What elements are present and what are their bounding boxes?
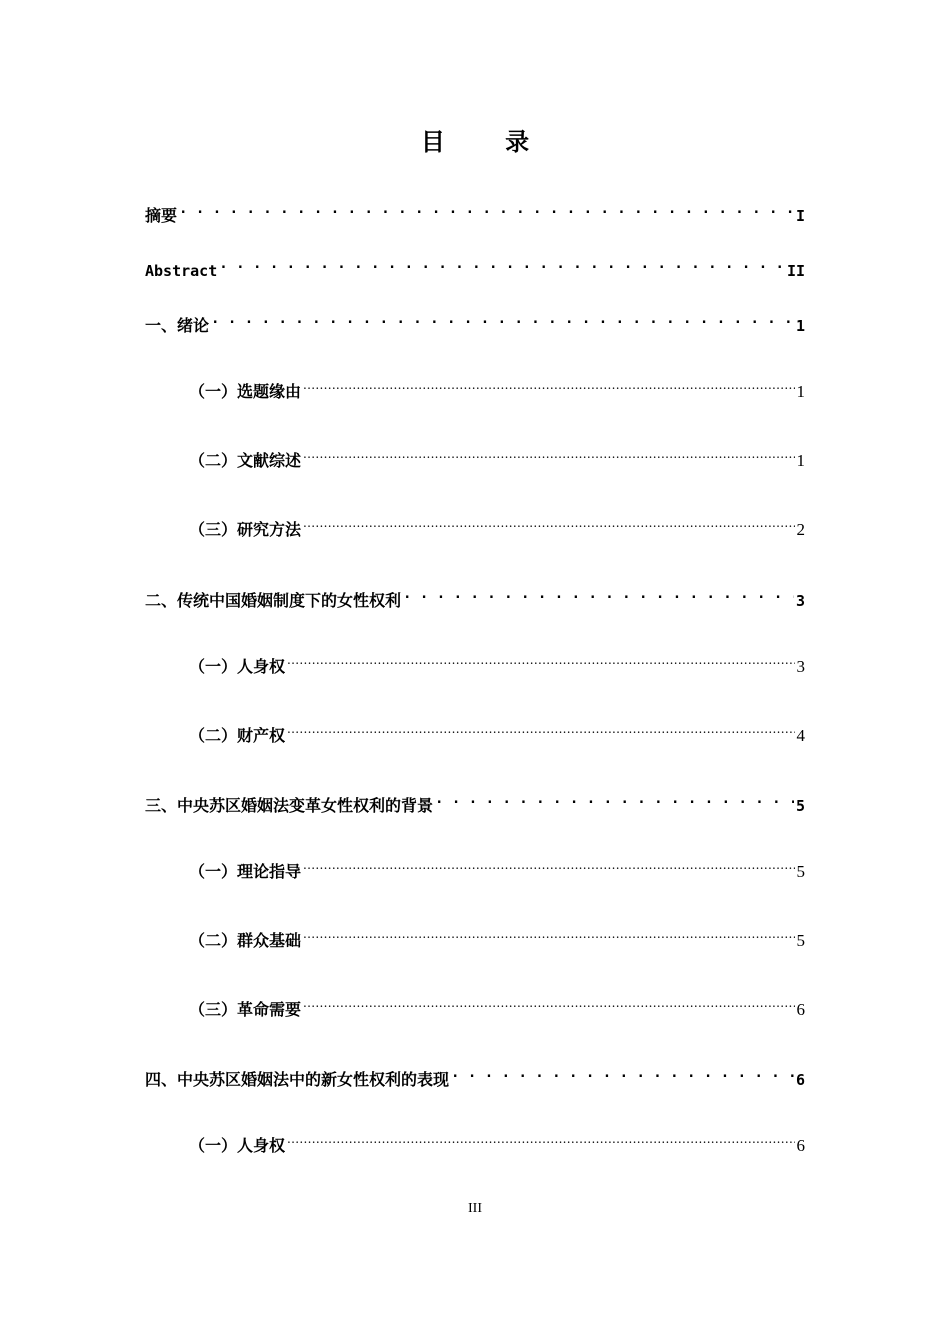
toc-entry-section[interactable] [189, 717, 805, 745]
toc-dot-leader [211, 307, 794, 331]
toc-dot-leader [303, 991, 794, 1015]
toc-entry-page: I [795, 207, 805, 225]
toc-entry-chapter-2[interactable] [145, 582, 805, 610]
toc-entry-abstract-cn[interactable] [145, 197, 805, 225]
toc-entry-section[interactable] [189, 1127, 805, 1155]
page-title: 目 录 [420, 128, 556, 156]
toc-entry-section[interactable] [189, 511, 805, 539]
toc-dot-leader [303, 511, 794, 535]
toc-entry-section[interactable] [189, 373, 805, 401]
toc-dot-leader [303, 442, 794, 466]
toc-entry-label: （一）人身权 [189, 657, 286, 676]
toc-entry-section[interactable] [189, 922, 805, 950]
toc-entry-label: （一）理论指导 [189, 862, 302, 881]
toc-entry-page: 1 [796, 451, 805, 470]
toc-entry-page: 4 [796, 726, 805, 745]
toc-entry-page: 5 [796, 931, 805, 950]
toc-entry-chapter-4[interactable] [145, 1061, 805, 1089]
toc-entry-label: （一）选题缘由 [189, 382, 302, 401]
toc-entry-page: 6 [796, 1136, 805, 1155]
toc-entry-section[interactable] [189, 442, 805, 470]
toc-entry-label: 一、绪论 [145, 316, 210, 335]
toc-entry-chapter-1[interactable] [145, 307, 805, 335]
toc-entry-label: 四、中央苏区婚姻法中的新女性权利的表现 [145, 1070, 450, 1089]
toc-dot-leader [179, 197, 794, 221]
toc-entry-abstract-en[interactable] [145, 252, 805, 280]
toc-dot-leader [303, 853, 794, 877]
toc-dot-leader [287, 648, 794, 672]
toc-dot-leader [303, 373, 794, 397]
toc-entry-page: 5 [796, 862, 805, 881]
toc-entry-label: 二、传统中国婚姻制度下的女性权利 [145, 591, 402, 610]
toc-dot-leader [287, 1127, 794, 1151]
toc-entry-label: （三）研究方法 [189, 520, 302, 539]
toc-entry-section[interactable] [189, 648, 805, 676]
toc-dot-leader [287, 717, 794, 741]
toc-entry-chapter-3[interactable] [145, 787, 805, 815]
page-number: III [468, 1201, 482, 1216]
toc-dot-leader [451, 1061, 794, 1085]
toc-dot-leader [303, 922, 794, 946]
toc-entry-page: 6 [796, 1000, 805, 1019]
toc-entry-page: 2 [796, 520, 805, 539]
toc-entry-page: 1 [796, 382, 805, 401]
toc-dot-leader [219, 252, 785, 276]
toc-entry-label: Abstract [145, 262, 218, 280]
toc-entry-label: 摘要 [145, 206, 178, 225]
toc-entry-page: 6 [795, 1071, 805, 1089]
toc-entry-label: （二）群众基础 [189, 931, 302, 950]
toc-entry-section[interactable] [189, 853, 805, 881]
toc-entry-page: 3 [796, 657, 805, 676]
toc-dot-leader [435, 787, 794, 811]
toc-entry-section[interactable] [189, 991, 805, 1019]
toc-entry-label: （三）革命需要 [189, 1000, 302, 1019]
toc-entry-page: 3 [795, 592, 805, 610]
toc-entry-label: （一）人身权 [189, 1136, 286, 1155]
toc-entry-label: （二）财产权 [189, 726, 286, 745]
toc-entry-label: （二）文献综述 [189, 451, 302, 470]
toc-entry-page: II [786, 262, 805, 280]
toc-entry-label: 三、中央苏区婚姻法变革女性权利的背景 [145, 796, 434, 815]
toc-dot-leader [403, 582, 794, 606]
toc-entry-page: 1 [795, 317, 805, 335]
toc-entry-page: 5 [795, 797, 805, 815]
